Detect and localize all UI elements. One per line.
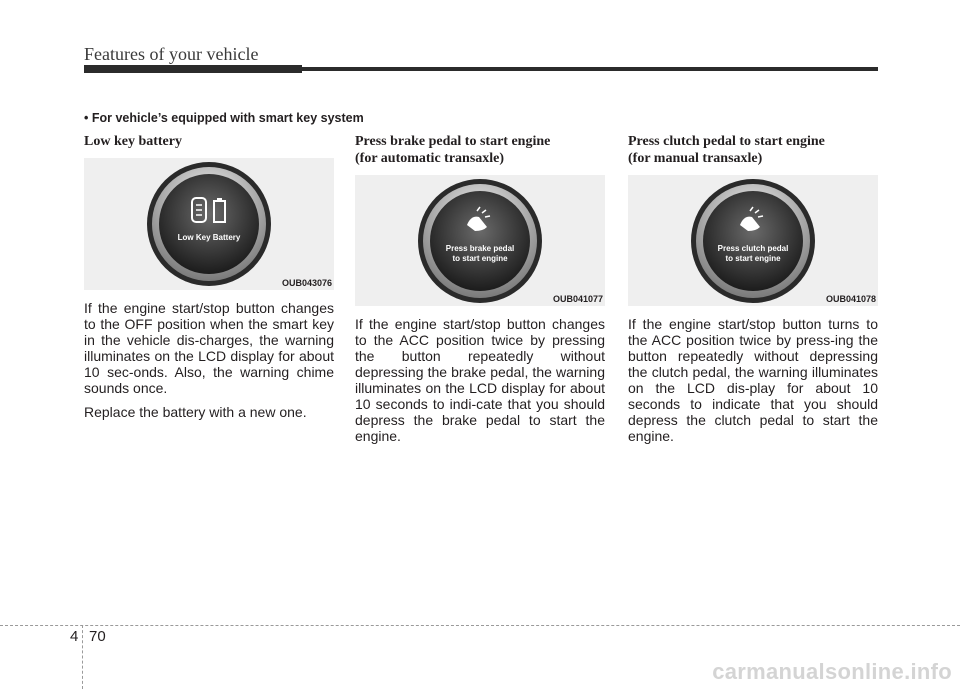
page-number: 70 [89, 628, 106, 645]
figure-code: OUB041077 [552, 294, 603, 304]
figure-code: OUB041078 [825, 294, 876, 304]
button-label-line-2: to start engine [452, 254, 508, 263]
intro-note: • For vehicle’s equipped with smart key system [84, 111, 364, 125]
chapter-number: 4 [70, 628, 79, 645]
section-heading: Press clutch pedal to start engine (for manual transaxle) [628, 134, 825, 166]
start-button-illustration [84, 158, 334, 290]
section-clutch-pedal [628, 133, 878, 444]
footer-vertical-divider [82, 625, 83, 689]
body-paragraph: If the engine start/stop button changes to the ACC position twice by pressing the button repeatedly without depressing the brake pedal, the warning illuminates on the LCD display for about 10 seconds to indi-cate that you should depress the brake pedal to start the engine. [355, 316, 605, 444]
clutch-pedal-figure [628, 175, 878, 306]
footer-divider [0, 625, 960, 626]
button-label-line-2: to start engine [725, 254, 781, 263]
button-label-line-1: Press clutch pedal [717, 244, 789, 253]
section-heading: Low key battery [84, 134, 182, 149]
start-button-illustration [355, 175, 605, 306]
button-label: Low Key Battery [177, 233, 241, 242]
section-low-key-battery [84, 133, 334, 420]
body-paragraph: If the engine start/stop button changes to the OFF position when the smart key in the vehicle dis-charges, the warning illuminates on the LCD display for about 10 sec-onds. Also, the warning chime sounds once. [84, 300, 334, 396]
button-label-line-1: Press brake pedal [445, 244, 515, 253]
low-key-battery-figure [84, 158, 334, 290]
brake-pedal-figure [355, 175, 605, 306]
section-brake-pedal [355, 133, 605, 444]
figure-code: OUB043076 [281, 278, 332, 288]
watermark: carmanualsonline.info [712, 659, 952, 684]
body-paragraph: Replace the battery with a new one. [84, 404, 307, 420]
page-header-title: Features of your vehicle [84, 44, 259, 64]
body-paragraph: If the engine start/stop button turns to the ACC position twice by press-ing the button repeatedly without depressing the clutch pedal, the warning illuminates on the LCD dis-play for about 10 seconds to indicate that you should depress the clutch pedal to start the engine. [628, 316, 878, 444]
start-button-illustration [628, 175, 878, 306]
section-heading: Press brake pedal to start engine (for automatic transaxle) [355, 134, 551, 166]
header-rule-accent [84, 65, 302, 73]
